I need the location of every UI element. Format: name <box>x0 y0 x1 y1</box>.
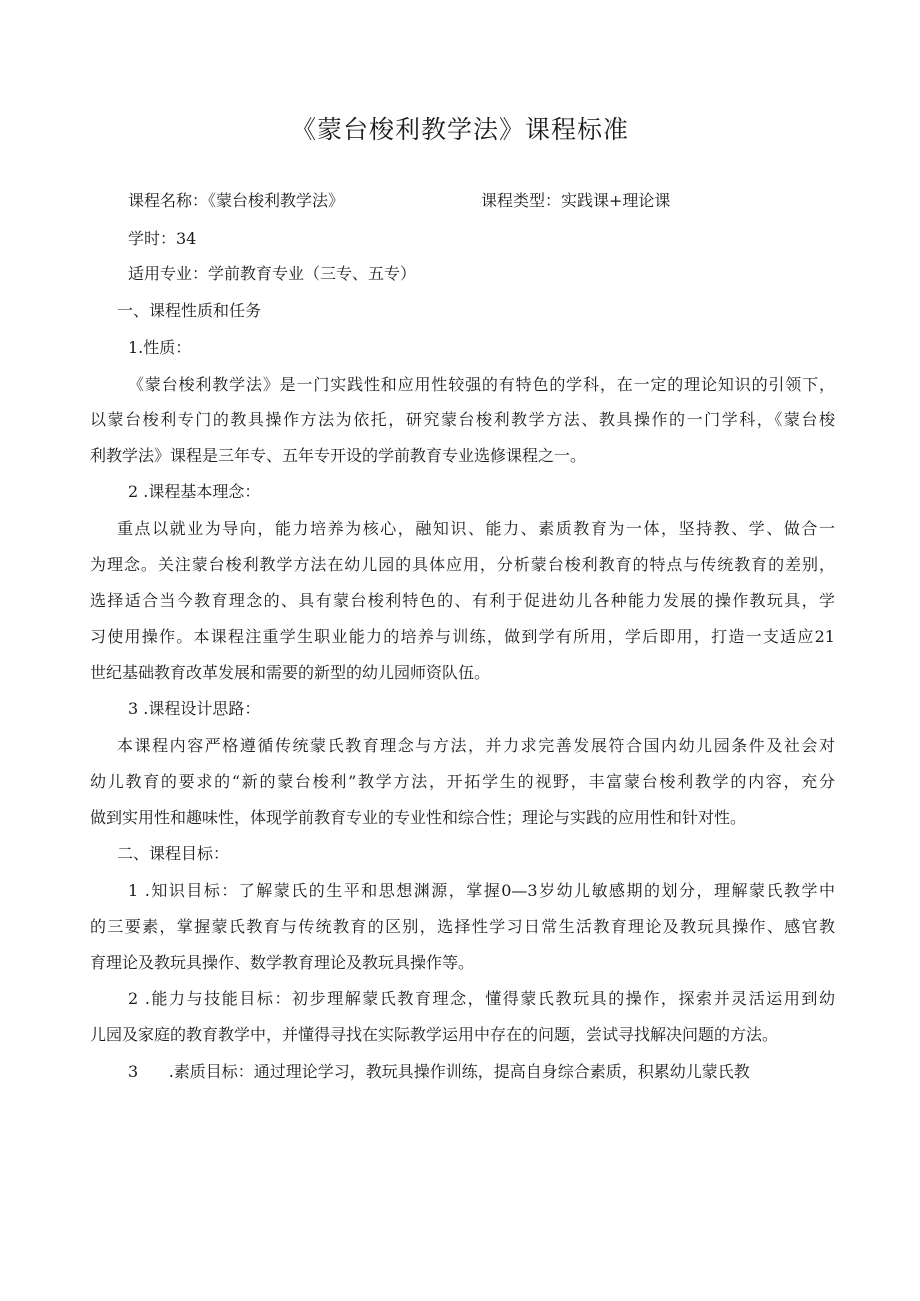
section1-heading: 一、课程性质和任务 <box>117 301 262 320</box>
paragraph-line: 2 .能力与技能目标：初步理解蒙氏教育理念，懂得蒙氏教玩具的操作，探索并灵活运用到幼 <box>128 989 835 1008</box>
applicable-major: 适用专业：学前教育专业（三专、五专） <box>128 264 417 283</box>
paragraph-line: 做到实用性和趣味性，体现学前教育专业的专业性和综合性；理论与实践的应用性和针对性。 <box>90 808 747 827</box>
concept-heading: 2 .课程基本理念： <box>128 482 261 501</box>
paragraph-line: 重点以就业为导向，能力培养为核心，融知识、能力、素质教育为一体，坚持教、学、做合一 <box>117 519 835 538</box>
page-title: 《蒙台梭利教学法》课程标准 <box>290 115 629 144</box>
design-heading: 3 .课程设计思路： <box>128 699 261 718</box>
nature-heading: 1.性质： <box>128 338 192 357</box>
paragraph-line: 1 .知识目标：了解蒙氏的生平和思想渊源，掌握0—3岁幼儿敏感期的划分，理解蒙氏教学中 <box>128 881 835 900</box>
paragraph-line: 3 .素质目标：通过理论学习，教玩具操作训练，提高自身综合素质，积累幼儿蒙氏教 <box>128 1062 750 1081</box>
paragraph-line: 为理念。关注蒙台梭利教学方法在幼儿园的具体应用，分析蒙台梭利教育的特点与传统教育的差别， <box>90 555 835 574</box>
paragraph-line: 的三要素，掌握蒙氏教育与传统教育的区别，选择性学习日常生活教育理论及教玩具操作、感官教 <box>90 917 835 936</box>
paragraph-line: 幼儿教育的要求的“新的蒙台梭利”教学方法，开拓学生的视野，丰富蒙台梭利教学的内容，充分 <box>90 772 835 791</box>
course-hours: 学时：34 <box>128 229 197 248</box>
paragraph-line: 《蒙台梭利教学法》是一门实践性和应用性较强的有特色的学科，在一定的理论知识的引领下， <box>128 375 835 394</box>
course-type: 课程类型：实践课+理论课 <box>481 191 671 210</box>
section2-heading: 二、课程目标： <box>117 844 230 863</box>
paragraph-line: 以蒙台梭利专门的教具操作方法为依托，研究蒙台梭利教学方法、教具操作的一门学科，《蒙台梭 <box>90 410 835 429</box>
paragraph-line: 育理论及教玩具操作、数学教育理论及教玩具操作等。 <box>90 953 475 972</box>
course-name: 课程名称：《蒙台梭利教学法》 <box>128 191 345 210</box>
paragraph-line: 本课程内容严格遵循传统蒙氏教育理念与方法，并力求完善发展符合国内幼儿园条件及社会对 <box>117 736 835 755</box>
paragraph-line: 世纪基础教育改革发展和需要的新型的幼儿园师资队伍。 <box>90 663 491 682</box>
paragraph-line: 利教学法》课程是三年专、五年专开设的学前教育专业选修课程之一。 <box>90 446 587 465</box>
paragraph-line: 选择适合当今教育理念的、具有蒙台梭利特色的、有利于促进幼儿各种能力发展的操作教玩具，学 <box>90 591 835 610</box>
paragraph-line: 儿园及家庭的教育教学中，并懂得寻找在实际教学运用中存在的问题，尝试寻找解决问题的方法。 <box>90 1025 779 1044</box>
paragraph-line: 习使用操作。本课程注重学生职业能力的培养与训练，做到学有所用，学后即用，打造一支适应21 <box>90 627 835 646</box>
